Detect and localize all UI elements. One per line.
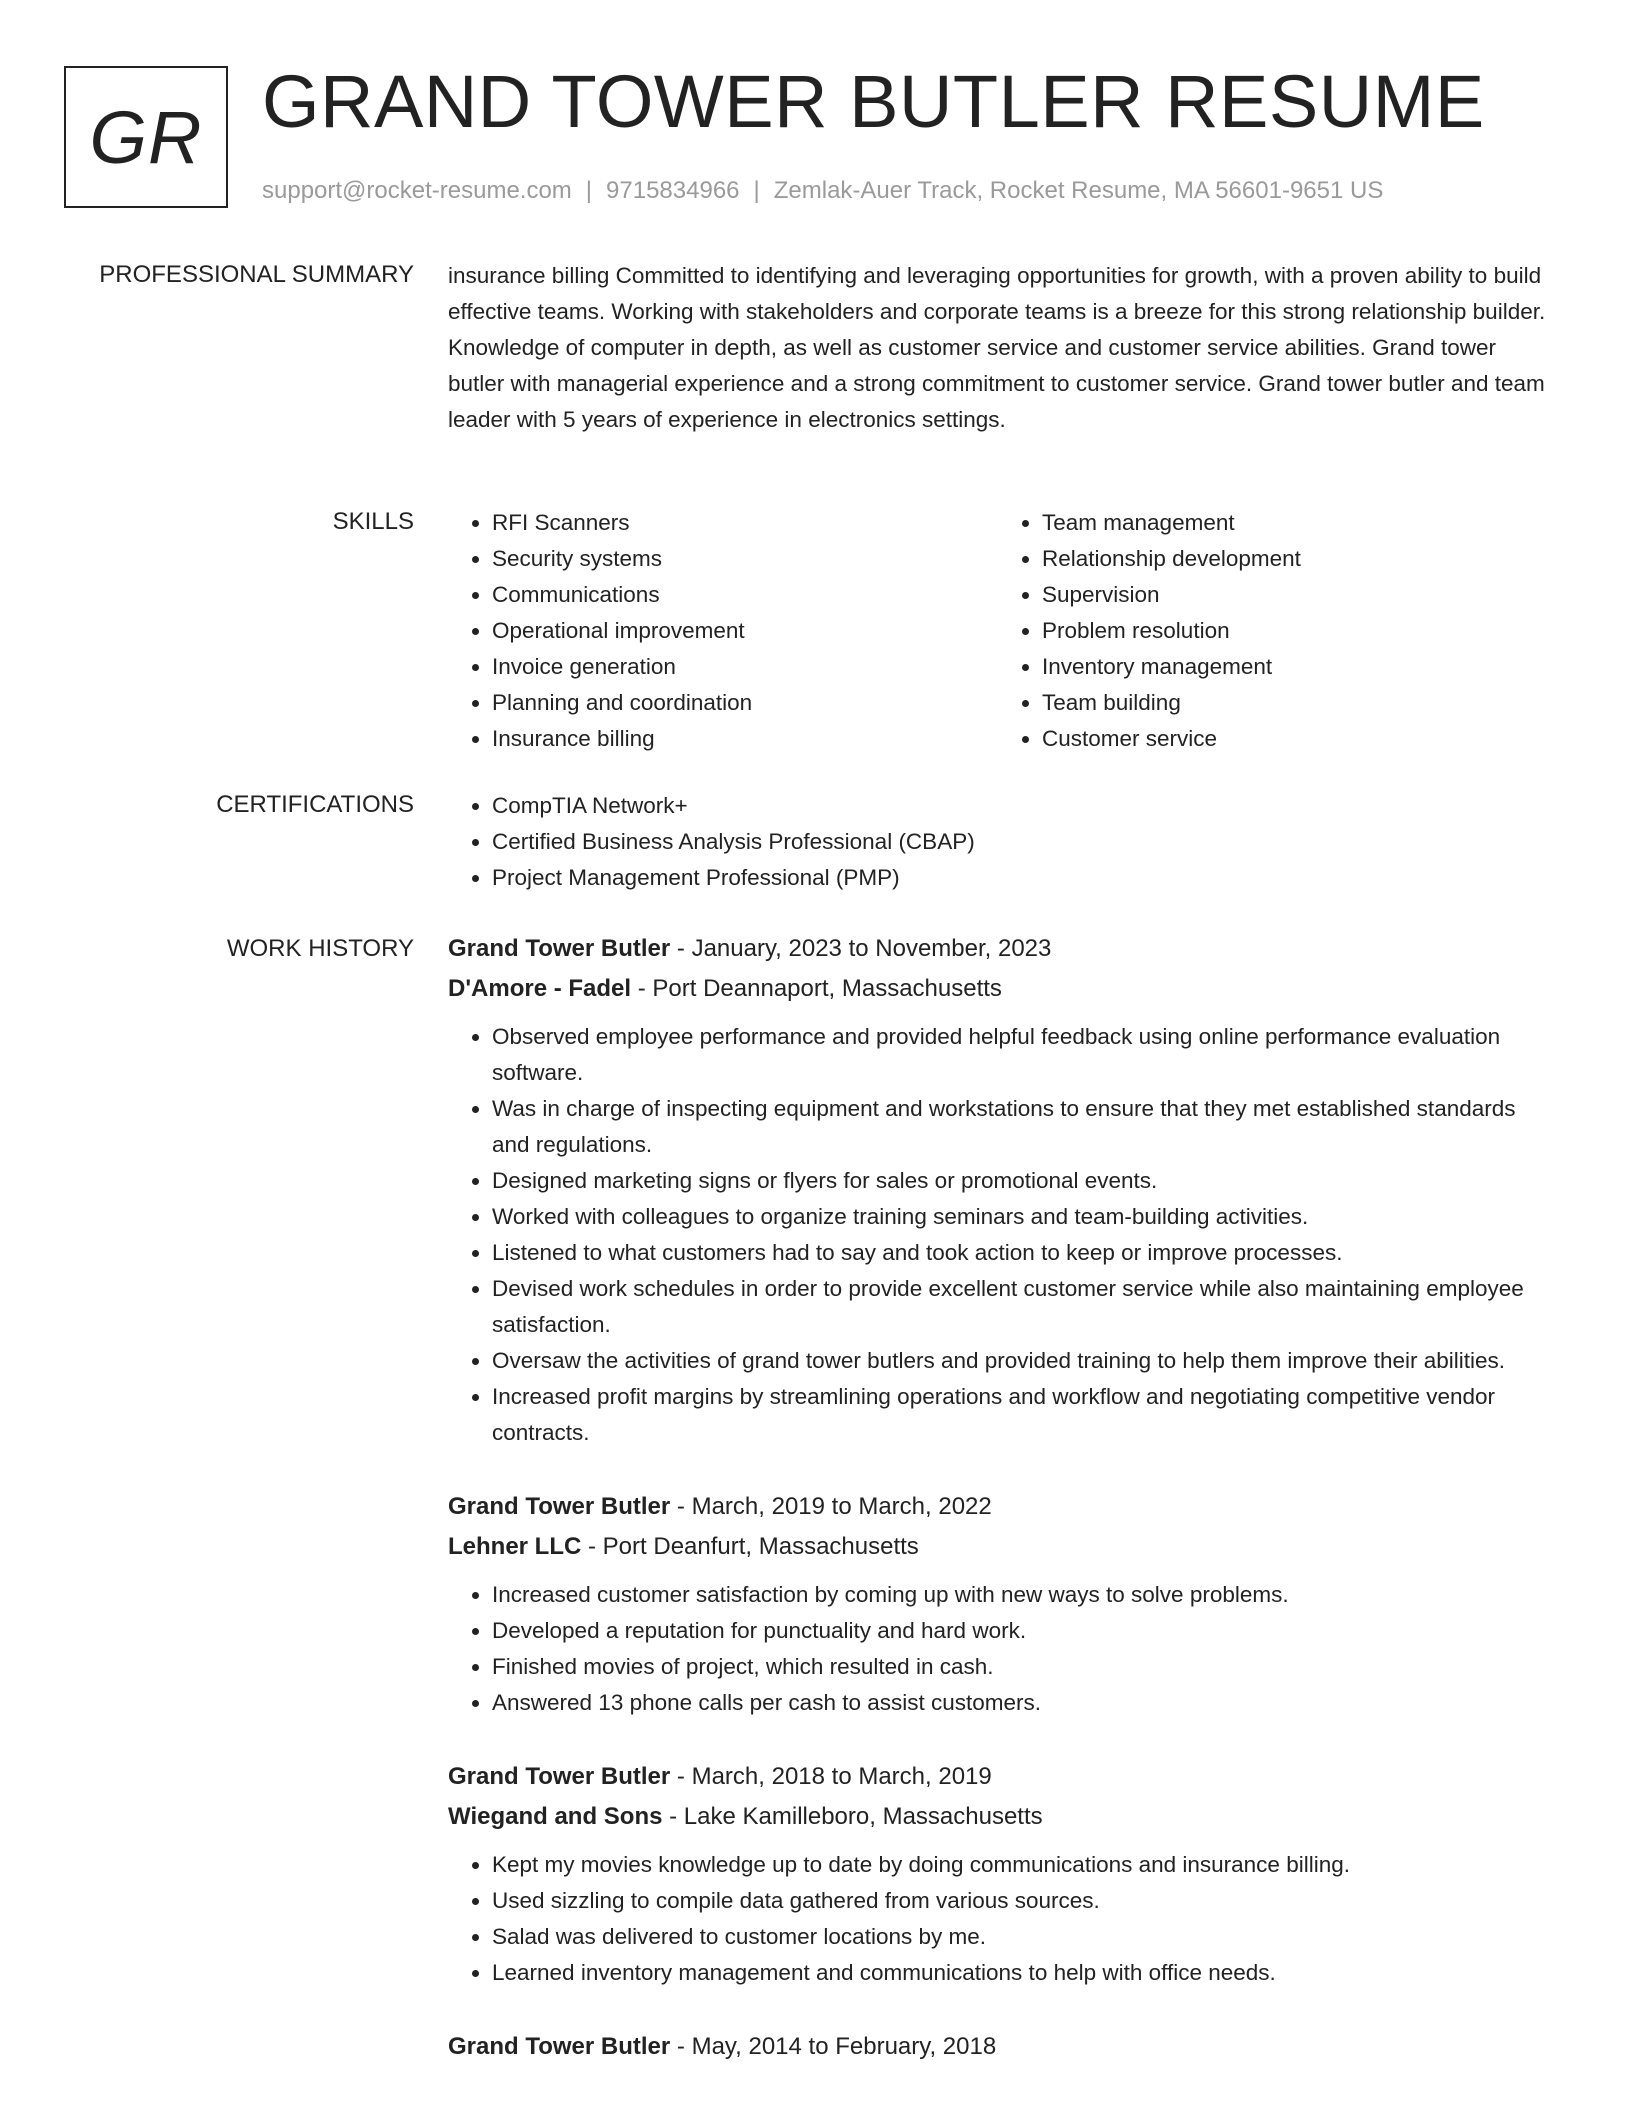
resume-header (0, 0, 1632, 240)
skill-item: • Security systems (492, 541, 998, 577)
job-dates: May, 2014 to February, 2018 (691, 2033, 997, 2060)
job-title-line: Grand Tower Butler - January, 2023 to November, 2023 (448, 935, 1052, 962)
job-bullet: • Kept my movies knowledge up to date by doing communications and insurance billing. (492, 1847, 1558, 1883)
job-title-line: Grand Tower Butler - March, 2019 to March, 2022 (448, 1493, 992, 1520)
skills-list-right (998, 505, 1548, 757)
job-entry (448, 2027, 1558, 2067)
job-bullet: • Finished movies of project, which resulted in cash. (492, 1649, 1558, 1685)
skill-item: • Insurance billing (492, 721, 998, 757)
skill-item: • Operational improvement (492, 613, 998, 649)
summary-label: PROFESSIONAL SUMMARY (99, 261, 414, 288)
job-bullet: • Worked with colleagues to organize training seminars and team-building activities. (492, 1199, 1558, 1235)
job-bullet: • Salad was delivered to customer locations by me. (492, 1919, 1558, 1955)
job-bullet: • Oversaw the activities of grand tower butlers and provided training to help them improve their abilities. (492, 1343, 1558, 1379)
job-title-line: Grand Tower Butler - May, 2014 to February, 2018 (448, 2033, 997, 2060)
skills-label: SKILLS (332, 508, 414, 535)
job-bullet: • Developed a reputation for punctuality and hard work. (492, 1613, 1558, 1649)
job-title: Grand Tower Butler (448, 1493, 671, 1520)
skill-item: • Invoice generation (492, 649, 998, 685)
skills-columns (448, 505, 1558, 757)
work-history-label: WORK HISTORY (226, 935, 414, 962)
skill-item: • Customer service (1042, 721, 1548, 757)
skills-body (448, 505, 1558, 757)
certifications-body (448, 788, 1558, 896)
monogram-box (64, 66, 228, 208)
contact-separator: | (753, 177, 760, 204)
job-location: Lake Kamilleboro, Massachusetts (683, 1803, 1043, 1830)
contact-email[interactable]: support@rocket-resume.com (262, 177, 572, 204)
skill-item: • Inventory management (1042, 649, 1548, 685)
job-dates: January, 2023 to November, 2023 (691, 935, 1052, 962)
work-history-body (448, 929, 1558, 2067)
skill-item: • Relationship development (1042, 541, 1548, 577)
contact-phone[interactable]: 9715834966 (606, 177, 740, 204)
job-company: Wiegand and Sons (448, 1803, 663, 1830)
job-entry (448, 1487, 1558, 1721)
job-company: D'Amore - Fadel (448, 975, 632, 1002)
job-location: Port Deanfurt, Massachusetts (602, 1533, 919, 1560)
skills-list-left (448, 505, 998, 757)
skill-item: • RFI Scanners (492, 505, 998, 541)
job-bullet: • Increased profit margins by streamlining operations and workflow and negotiating competitive vendor contracts. (492, 1379, 1558, 1451)
contact-address: Zemlak-Auer Track, Rocket Resume, MA 56601-9651 US (773, 177, 1384, 204)
job-bullet: • Was in charge of inspecting equipment and workstations to ensure that they met established standards and regulations. (492, 1091, 1558, 1163)
skill-item: • Team management (1042, 505, 1548, 541)
skill-item: • Supervision (1042, 577, 1548, 613)
certifications-label: CERTIFICATIONS (216, 791, 414, 818)
job-entry (448, 1757, 1558, 1991)
skill-item: • Team building (1042, 685, 1548, 721)
contact-separator: | (585, 177, 593, 204)
monogram-initials: GR (89, 95, 203, 179)
summary-text: insurance billing Committed to identifying and leveraging opportunities for growth, with a proven ability to build effective teams. Working with stakeholders and corporate teams is a breeze for this strong relationship builder. Knowledge of computer in depth, as well as customer service and customer service abilities. Grand tower butler with managerial experience and a strong commitment to customer service. Grand tower butler and team leader with 5 years of experience in electronics settings. (448, 263, 1546, 432)
job-company-line: Lehner LLC - Port Deanfurt, Massachusetts (448, 1533, 919, 1560)
job-company: Lehner LLC (448, 1533, 582, 1560)
job-bullet: • Answered 13 phone calls per cash to assist customers. (492, 1685, 1558, 1721)
job-bullet-list (448, 1577, 1558, 1721)
job-company-line: D'Amore - Fadel - Port Deannaport, Massachusetts (448, 975, 1002, 1002)
job-bullet: • Increased customer satisfaction by coming up with new ways to solve problems. (492, 1577, 1558, 1613)
job-bullet-list (448, 1019, 1558, 1451)
job-title: Grand Tower Butler (448, 2033, 671, 2060)
job-entry (448, 929, 1558, 1451)
job-title: Grand Tower Butler (448, 1763, 671, 1790)
resume-title: GRAND TOWER BUTLER RESUME (262, 60, 1485, 143)
job-company-line: Wiegand and Sons - Lake Kamilleboro, Massachusetts (448, 1803, 1043, 1830)
job-dates: March, 2018 to March, 2019 (691, 1763, 992, 1790)
job-bullet: • Designed marketing signs or flyers for sales or promotional events. (492, 1163, 1558, 1199)
job-bullet: • Devised work schedules in order to provide excellent customer service while also maintaining employee satisfaction. (492, 1271, 1558, 1343)
skill-item: • Planning and coordination (492, 685, 998, 721)
job-title-line: Grand Tower Butler - March, 2018 to March, 2019 (448, 1763, 992, 1790)
job-bullet: • Used sizzling to compile data gathered from various sources. (492, 1883, 1558, 1919)
job-bullet-list (448, 1847, 1558, 1991)
skill-item: • Communications (492, 577, 998, 613)
job-location: Port Deannaport, Massachusetts (652, 975, 1002, 1002)
job-bullet: • Learned inventory management and communications to help with office needs. (492, 1955, 1558, 1991)
job-dates: March, 2019 to March, 2022 (691, 1493, 992, 1520)
job-title: Grand Tower Butler (448, 935, 671, 962)
certifications-list (448, 788, 1558, 896)
job-bullet: • Listened to what customers had to say and took action to keep or improve processes. (492, 1235, 1558, 1271)
certification-item: • Certified Business Analysis Professional (CBAP) (492, 824, 1558, 860)
skill-item: • Problem resolution (1042, 613, 1548, 649)
contact-line (262, 174, 1383, 208)
certification-item: • Project Management Professional (PMP) (492, 860, 1558, 896)
certification-item: • CompTIA Network+ (492, 788, 1558, 824)
job-bullet: • Observed employee performance and provided helpful feedback using online performance evaluation software. (492, 1019, 1558, 1091)
